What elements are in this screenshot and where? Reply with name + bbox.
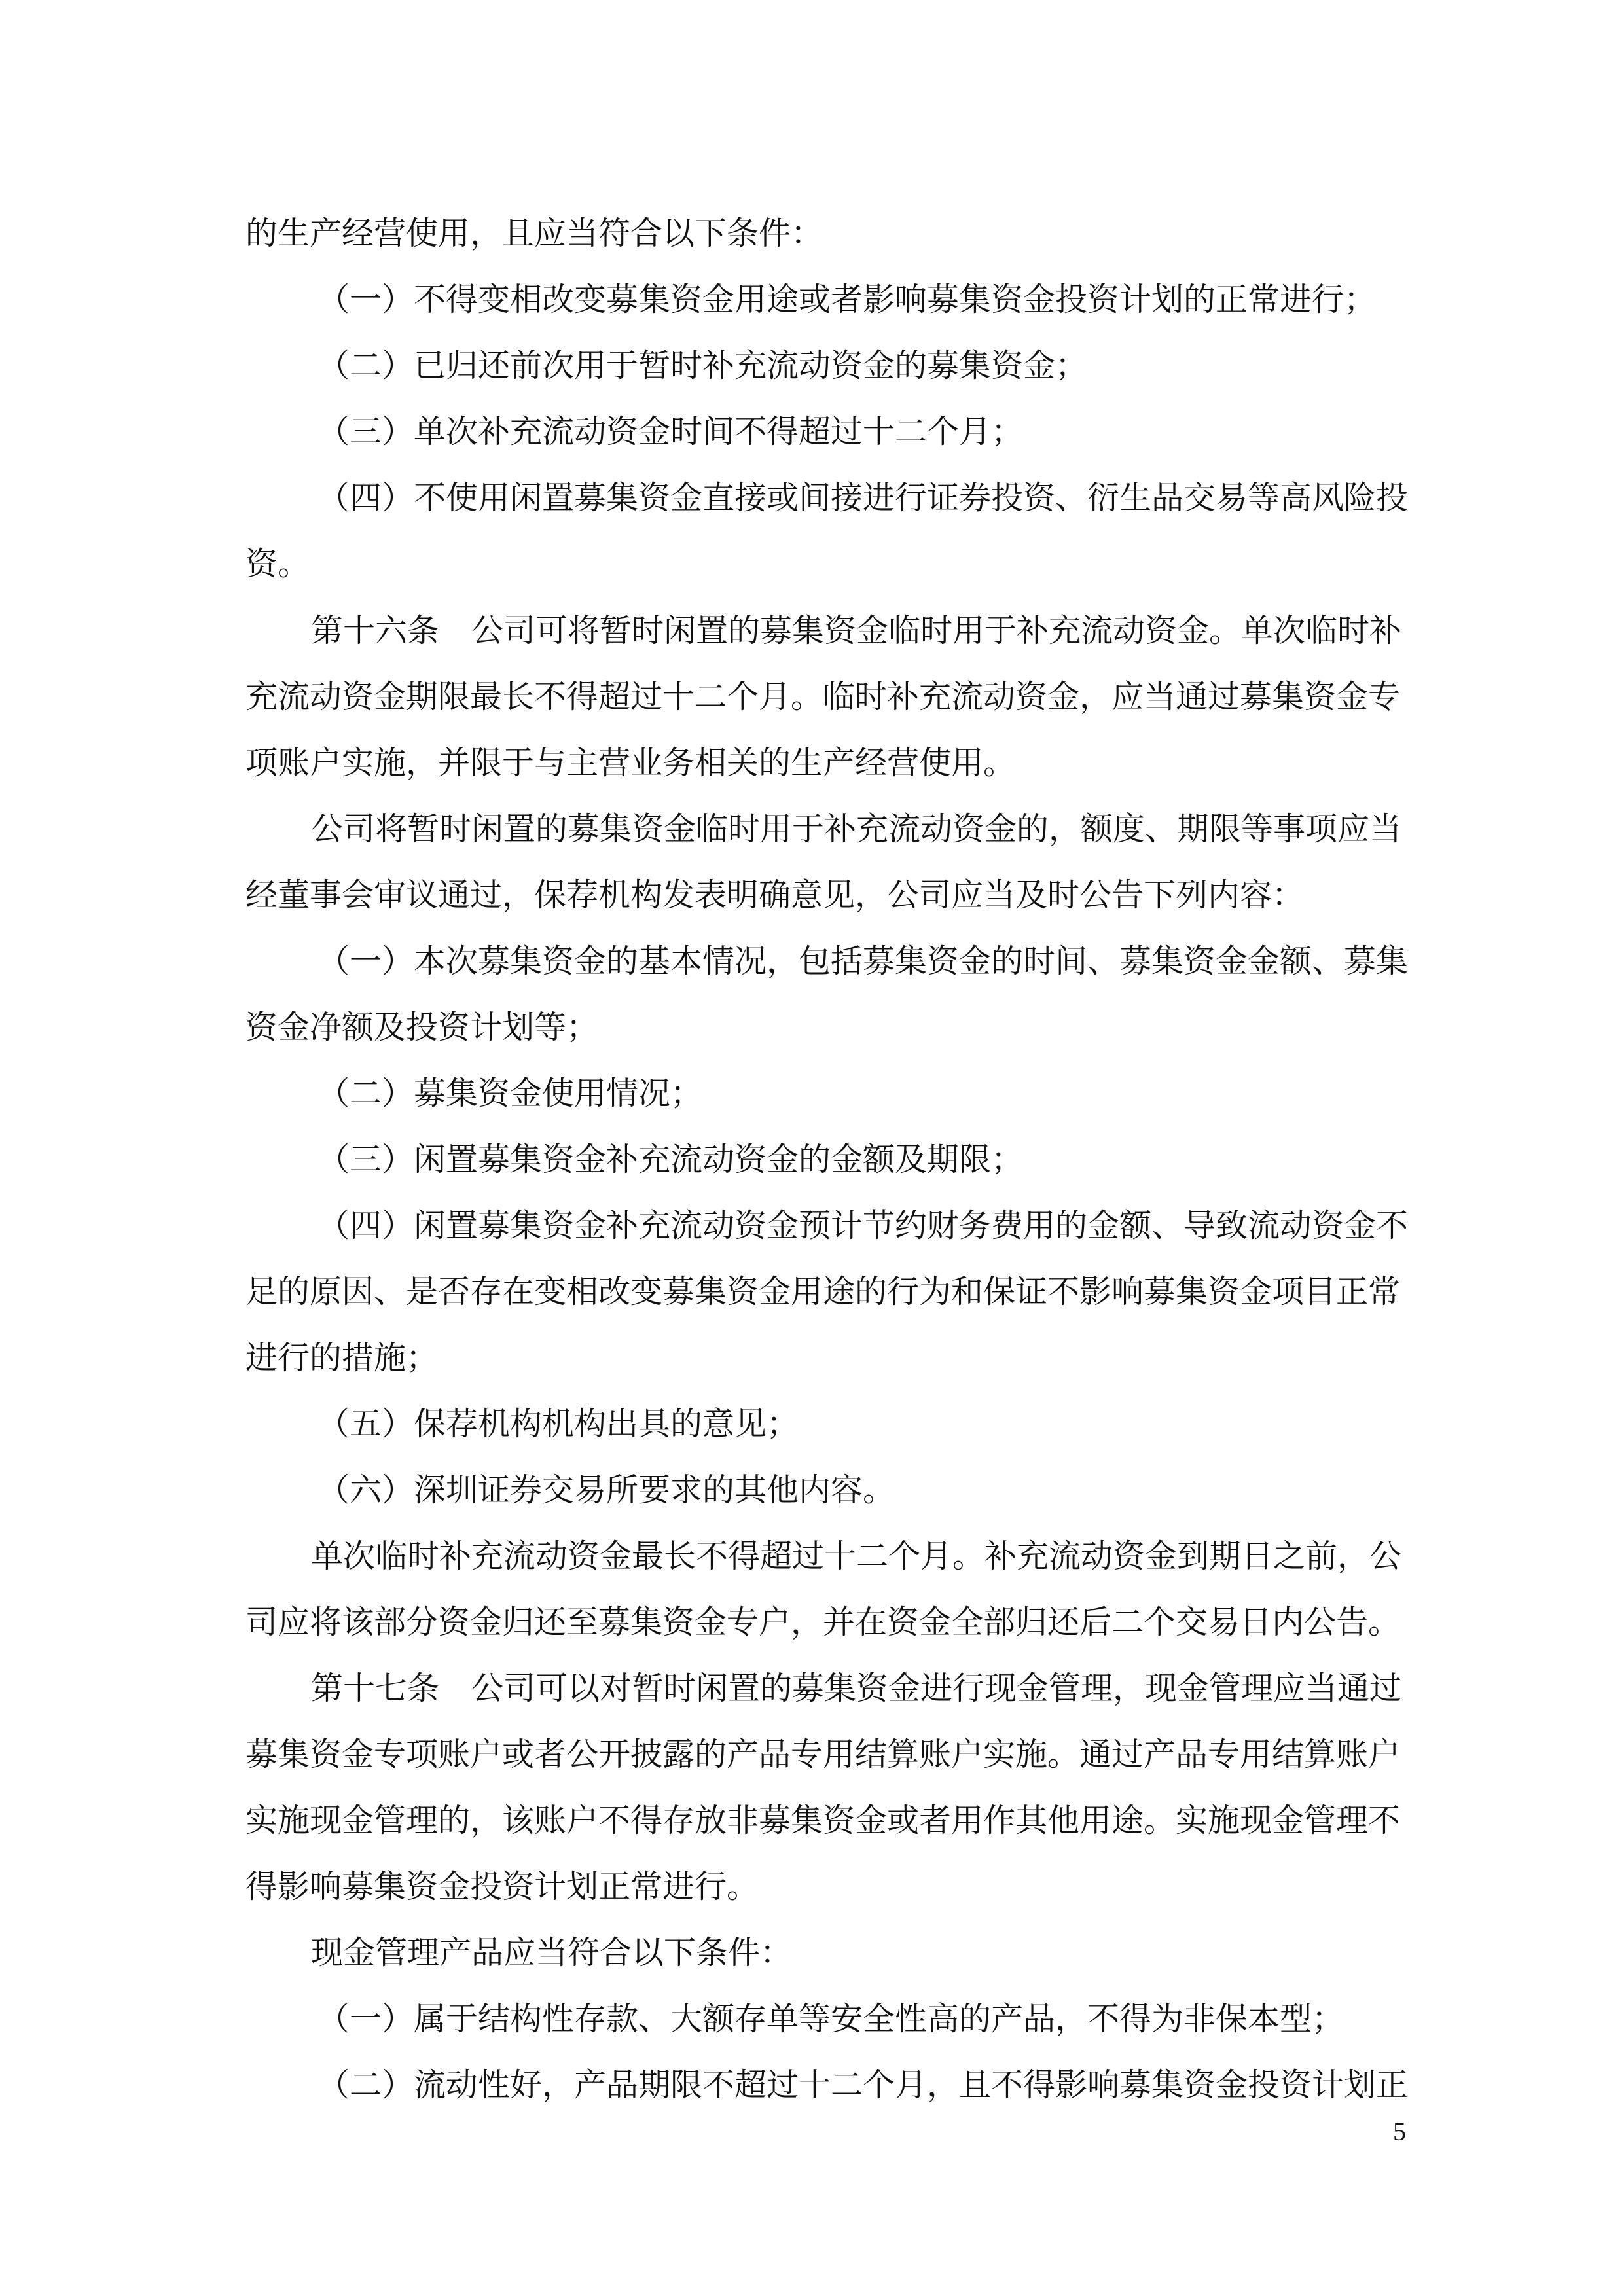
- text-line: （四）不使用闲置募集资金直接或间接进行证券投资、衍生品交易等高风险投: [317, 479, 1409, 516]
- text-line: （二）募集资金使用情况；: [317, 1075, 703, 1112]
- text-line: （三）单次补充流动资金时间不得超过十二个月；: [317, 413, 1024, 450]
- text-line: （六）深圳证券交易所要求的其他内容。: [317, 1471, 895, 1509]
- page-number: 5: [1393, 2117, 1406, 2146]
- text-line: 第十六条 公司可将暂时闲置的募集资金临时用于补充流动资金。单次临时补: [311, 612, 1402, 649]
- text-line: 现金管理产品应当符合以下条件：: [311, 1934, 793, 1971]
- text-line: 司应将该部分资金归还至募集资金专户，并在资金全部归还后二个交易日内公告。: [245, 1604, 1401, 1641]
- text-line: （四）闲置募集资金补充流动资金预计节约财务费用的金额、导致流动资金不: [317, 1207, 1409, 1244]
- text-line: 的生产经营使用，且应当符合以下条件：: [245, 215, 823, 252]
- text-line: 足的原因、是否存在变相改变募集资金用途的行为和保证不影响募集资金项目正常: [245, 1273, 1401, 1310]
- text-line: 实施现金管理的，该账户不得存放非募集资金或者用作其他用途。实施现金管理不: [245, 1802, 1401, 1839]
- text-line: （一）本次募集资金的基本情况，包括募集资金的时间、募集资金金额、募集: [317, 942, 1409, 980]
- text-line: 项账户实施，并限于与主营业务相关的生产经营使用。: [245, 744, 1016, 781]
- text-line: 资。: [245, 545, 310, 583]
- text-line: 进行的措施；: [245, 1339, 439, 1376]
- text-line: 资金净额及投资计划等；: [245, 1009, 599, 1046]
- text-line: 募集资金专项账户或者公开披露的产品专用结算账户实施。通过产品专用结算账户: [245, 1736, 1401, 1773]
- text-line: 公司将暂时闲置的募集资金临时用于补充流动资金的，额度、期限等事项应当: [311, 810, 1402, 848]
- text-line: 得影响募集资金投资计划正常进行。: [245, 1868, 759, 1905]
- text-line: （一）不得变相改变募集资金用途或者影响募集资金投资计划的正常进行；: [317, 281, 1377, 318]
- text-line: （三）闲置募集资金补充流动资金的金额及期限；: [317, 1141, 1024, 1178]
- text-line: （二）流动性好，产品期限不超过十二个月，且不得影响募集资金投资计划正: [317, 2066, 1409, 2104]
- text-line: 第十七条 公司可以对暂时闲置的募集资金进行现金管理，现金管理应当通过: [311, 1670, 1402, 1707]
- text-line: （一）属于结构性存款、大额存单等安全性高的产品，不得为非保本型；: [317, 2000, 1344, 2037]
- text-line: 经董事会审议通过，保荐机构发表明确意见，公司应当及时公告下列内容：: [245, 876, 1305, 914]
- text-line: （二）已归还前次用于暂时补充流动资金的募集资金；: [317, 347, 1088, 384]
- text-line: （五）保荐机构机构出具的意见；: [317, 1405, 799, 1443]
- text-line: 单次临时补充流动资金最长不得超过十二个月。补充流动资金到期日之前，公: [311, 1537, 1402, 1575]
- text-line: 充流动资金期限最长不得超过十二个月。临时补充流动资金，应当通过募集资金专: [245, 678, 1401, 715]
